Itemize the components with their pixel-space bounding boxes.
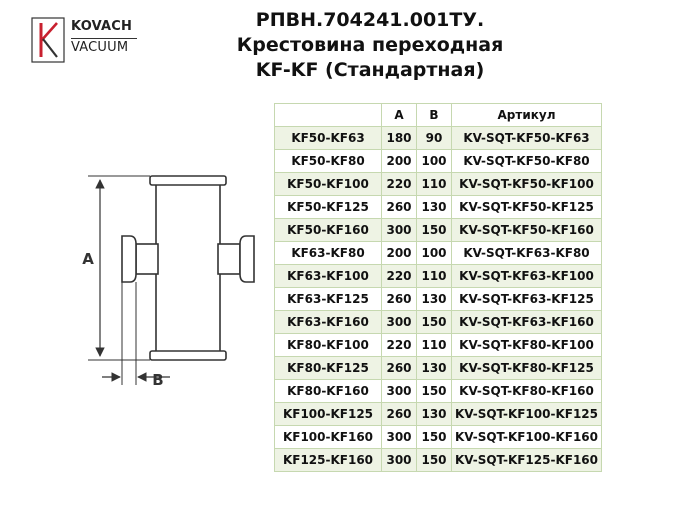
cell-article: KV-SQT-KF50-KF80	[452, 150, 602, 173]
table-row	[275, 265, 602, 288]
cell-article: KV-SQT-KF63-KF160	[452, 311, 602, 334]
cell-a: 220	[382, 265, 417, 288]
table-row	[275, 380, 602, 403]
header-b: B	[417, 104, 452, 127]
table-row	[275, 127, 602, 150]
table-row	[275, 150, 602, 173]
dimension-label-b: B	[152, 371, 164, 389]
cell-a: 200	[382, 150, 417, 173]
dimension-label-a: A	[82, 250, 94, 268]
cell-b: 150	[417, 219, 452, 242]
cell-article: KV-SQT-KF125-KF160	[452, 449, 602, 472]
cell-b: 150	[417, 380, 452, 403]
cell-article: KV-SQT-KF63-KF100	[452, 265, 602, 288]
cell-a: 220	[382, 173, 417, 196]
cell-article: KV-SQT-KF50-KF125	[452, 196, 602, 219]
cell-article: KV-SQT-KF63-KF125	[452, 288, 602, 311]
table-header-row	[275, 104, 602, 127]
cell-model: KF50-KF80	[275, 150, 382, 173]
cell-model: KF63-KF80	[275, 242, 382, 265]
cell-a: 180	[382, 127, 417, 150]
cell-article: KV-SQT-KF63-KF80	[452, 242, 602, 265]
cell-article: KV-SQT-KF100-KF160	[452, 426, 602, 449]
title-line-spec: РПВН.704241.001ТУ.	[255, 9, 485, 31]
cell-model: KF50-KF100	[275, 173, 382, 196]
cell-article: KV-SQT-KF50-KF160	[452, 219, 602, 242]
header-model	[275, 104, 382, 127]
table-row	[275, 357, 602, 380]
cell-model: KF50-KF125	[275, 196, 382, 219]
cell-a: 300	[382, 219, 417, 242]
cell-b: 110	[417, 334, 452, 357]
cell-a: 260	[382, 288, 417, 311]
cell-a: 260	[382, 403, 417, 426]
cell-model: KF63-KF160	[275, 311, 382, 334]
cell-a: 220	[382, 334, 417, 357]
table-row	[275, 449, 602, 472]
cell-b: 90	[417, 127, 452, 150]
cell-article: KV-SQT-KF50-KF100	[452, 173, 602, 196]
spec-table	[274, 103, 602, 472]
table-row	[275, 288, 602, 311]
cell-model: KF50-KF63	[275, 127, 382, 150]
cell-article: KV-SQT-KF80-KF160	[452, 380, 602, 403]
cell-b: 150	[417, 449, 452, 472]
cell-article: KV-SQT-KF80-KF125	[452, 357, 602, 380]
cell-model: KF80-KF160	[275, 380, 382, 403]
title-line-name: Крестовина переходная	[236, 34, 504, 56]
table-row	[275, 426, 602, 449]
cell-model: KF63-KF100	[275, 265, 382, 288]
cell-a: 260	[382, 357, 417, 380]
table-row	[275, 334, 602, 357]
logo-text-kovach: KOVACH	[71, 19, 133, 34]
cell-a: 300	[382, 449, 417, 472]
cell-b: 130	[417, 357, 452, 380]
cell-b: 150	[417, 311, 452, 334]
table-row	[275, 173, 602, 196]
header-article: Артикул	[452, 104, 602, 127]
logo-text-vacuum: VACUUM	[71, 40, 129, 55]
cell-b: 130	[417, 403, 452, 426]
table-row	[275, 242, 602, 265]
cell-model: KF100-KF160	[275, 426, 382, 449]
cell-a: 300	[382, 426, 417, 449]
cell-model: KF80-KF125	[275, 357, 382, 380]
cell-b: 110	[417, 265, 452, 288]
cell-model: KF125-KF160	[275, 449, 382, 472]
cell-b: 100	[417, 242, 452, 265]
cell-model: KF63-KF125	[275, 288, 382, 311]
cell-article: KV-SQT-KF100-KF125	[452, 403, 602, 426]
header-a: A	[382, 104, 417, 127]
cell-a: 300	[382, 380, 417, 403]
page-title	[180, 8, 560, 83]
table-row	[275, 219, 602, 242]
cell-b: 130	[417, 196, 452, 219]
cell-article: KV-SQT-KF50-KF63	[452, 127, 602, 150]
title-line-type: KF-KF (Стандартная)	[255, 59, 485, 81]
cell-article: KV-SQT-KF80-KF100	[452, 334, 602, 357]
cell-b: 110	[417, 173, 452, 196]
logo-divider	[71, 38, 137, 39]
cell-model: KF50-KF160	[275, 219, 382, 242]
cell-model: KF100-KF125	[275, 403, 382, 426]
table-row	[275, 196, 602, 219]
cell-model: KF80-KF100	[275, 334, 382, 357]
company-logo	[31, 14, 137, 66]
cell-a: 260	[382, 196, 417, 219]
table-row	[275, 403, 602, 426]
cell-a: 200	[382, 242, 417, 265]
cross-fitting-drawing	[60, 140, 290, 400]
cell-b: 100	[417, 150, 452, 173]
cell-a: 300	[382, 311, 417, 334]
cell-b: 130	[417, 288, 452, 311]
table-row	[275, 311, 602, 334]
kovach-logo-icon	[31, 17, 65, 63]
cell-b: 150	[417, 426, 452, 449]
